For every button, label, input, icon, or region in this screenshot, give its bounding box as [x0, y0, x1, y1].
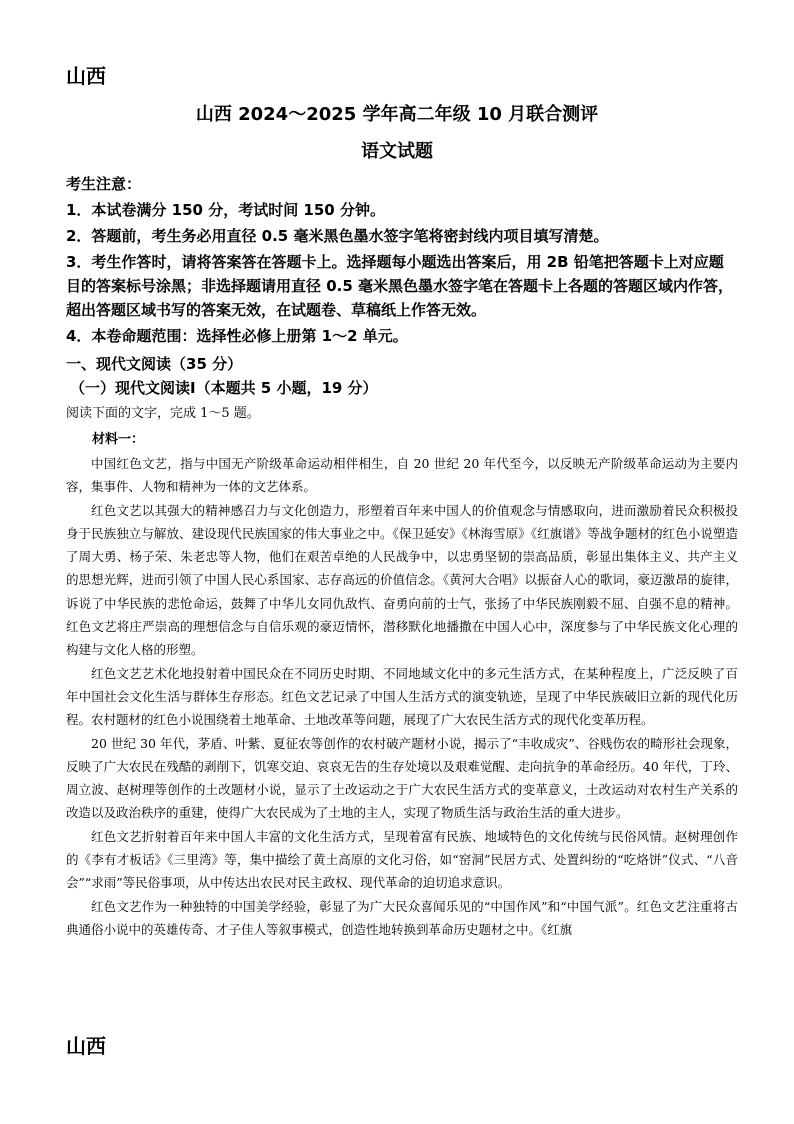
paragraph-2: 红色文艺以其强大的精神感召力与文化创造力，形塑着百年来中国人的价值观念与情感取向，进而激励着民众积极投身于民族独立与解放、建设现代民族国家的伟大事业之中。《保卫延安》《林海雪原》《红旗谱》等战争题材的红色小说塑造了周大勇、杨子荣、朱老忠等人物，他们在艰苦卓绝的人民战争中，以忠勇坚韧的崇高品质，彰显出集体主义、共产主义的思想光辉，进而引领了中国人民心系国家、志存高远的价值信念。《黄河大合唱》以振奋人心的歌词，豪迈激昂的旋律，诉说了中华民族的悲怆命运，鼓舞了中华儿女同仇敌忾、奋勇向前的士气，张扬了中华民族刚毅不屈、自强不息的精神。红色文艺将庄严崇高的理想信念与自信乐观的豪迈情怀，潜移默化地播撒在中国人心中，深度参与了中华民族文化心理的构建与文化人格的形塑。 — [66, 502, 738, 658]
paragraph-5: 红色文艺折射着百年来中国人丰富的文化生活方式，呈现着富有民族、地域特色的文化传统与民俗风情。赵树理创作的《李有才板话》《三里湾》等，集中描绘了黄土高原的文化习俗，如“窑洞”民居方式、处置纠纷的“吃烙饼”仪式、“八音会”“求雨”等民俗事项，从中传达出农民对民主政权、现代革命的迫切追求意识。 — [66, 828, 738, 891]
candidate-notice — [66, 172, 738, 348]
exam-title: 山西 2024～2025 学年高二年级 10 月联合测评 — [195, 104, 599, 125]
material-title: 材料一： — [92, 432, 145, 447]
header-region-label: 山西 — [66, 64, 106, 88]
paragraph-4: 20 世纪 30 年代，茅盾、叶紫、夏征农等创作的农村破产题材小说，揭示了“丰收成灾”、谷贱伤农的畸形社会现象，反映了广大农民在残酷的剥削下，饥寒交迫、哀哀无告的生存处境以及艰难觉醒、走向抗争的革命经历。40 年代，丁玲、周立波、赵树理等创作的土改题材小说，显示了土改运动之于广大农民生活方式的变革意义，土改运动对农村生产关系的改造以及政治秩序的重建，使得广大农民成为了土地的主人，实现了物质生活与政治生活的重大进步。 — [66, 735, 738, 821]
notice-item-2: 2．答题前，考生务必用直径 0.5 毫米黑色墨水签字笔将密封线内项目填写清楚。 — [66, 227, 609, 245]
notice-item-1: 1．本试卷满分 150 分，考试时间 150 分钟。 — [66, 201, 385, 219]
notice-item-4: 4．本卷命题范围：选择性必修上册第 1～2 单元。 — [66, 327, 408, 345]
subsection-heading-reading-1: （一）现代文阅读Ⅰ（本题共 5 小题，19 分） — [70, 379, 378, 397]
paragraph-6: 红色文艺作为一种独特的中国美学经验，彰显了为广大民众喜闻乐见的“中国作风”和“中国气派”。红色文艺注重将古典通俗小说中的英雄传奇、才子佳人等叙事模式，创造性地转换到革命历史题材之中。《红旗 — [66, 898, 738, 937]
paragraph-3: 红色文艺艺术化地投射着中国民众在不同历史时期、不同地域文化中的多元生活方式，在某种程度上，广泛反映了百年中国社会文化生活与群体生存形态。红色文艺记录了中国人生活方式的演变轨迹，呈现了中华民族破旧立新的现代化历程。农村题材的红色小说围绕着土地革命、土地改革等问题，展现了广大农民生活方式的现代化变革历程。 — [66, 665, 738, 728]
section-heading-modern-reading: 一、现代文阅读（35 分） — [66, 355, 243, 373]
footer-region-label: 山西 — [66, 1034, 106, 1058]
notice-heading: 考生注意： — [66, 175, 142, 193]
reading-instruction: 阅读下面的文字，完成 1～5 题。 — [66, 406, 260, 421]
exam-subtitle: 语文试题 — [361, 141, 433, 162]
material-body — [66, 452, 738, 941]
paragraph-1: 中国红色文艺，指与中国无产阶级革命运动相伴相生，自 20 世纪 20 年代至今，以反映无产阶级革命运动为主要内容，集事件、人物和精神为一体的文艺体系。 — [66, 456, 738, 495]
notice-item-3: 3．考生作答时，请将答案答在答题卡上。选择题每小题选出答案后，用 2B 铅笔把答题卡上对应题目的答案标号涂黑；非选择题请用直径 0.5 毫米黑色墨水签字笔在答题卡上各题的答题区域内作答，超出答题区域书写的答案无效，在试题卷、草稿纸上作答无效。 — [66, 253, 734, 319]
